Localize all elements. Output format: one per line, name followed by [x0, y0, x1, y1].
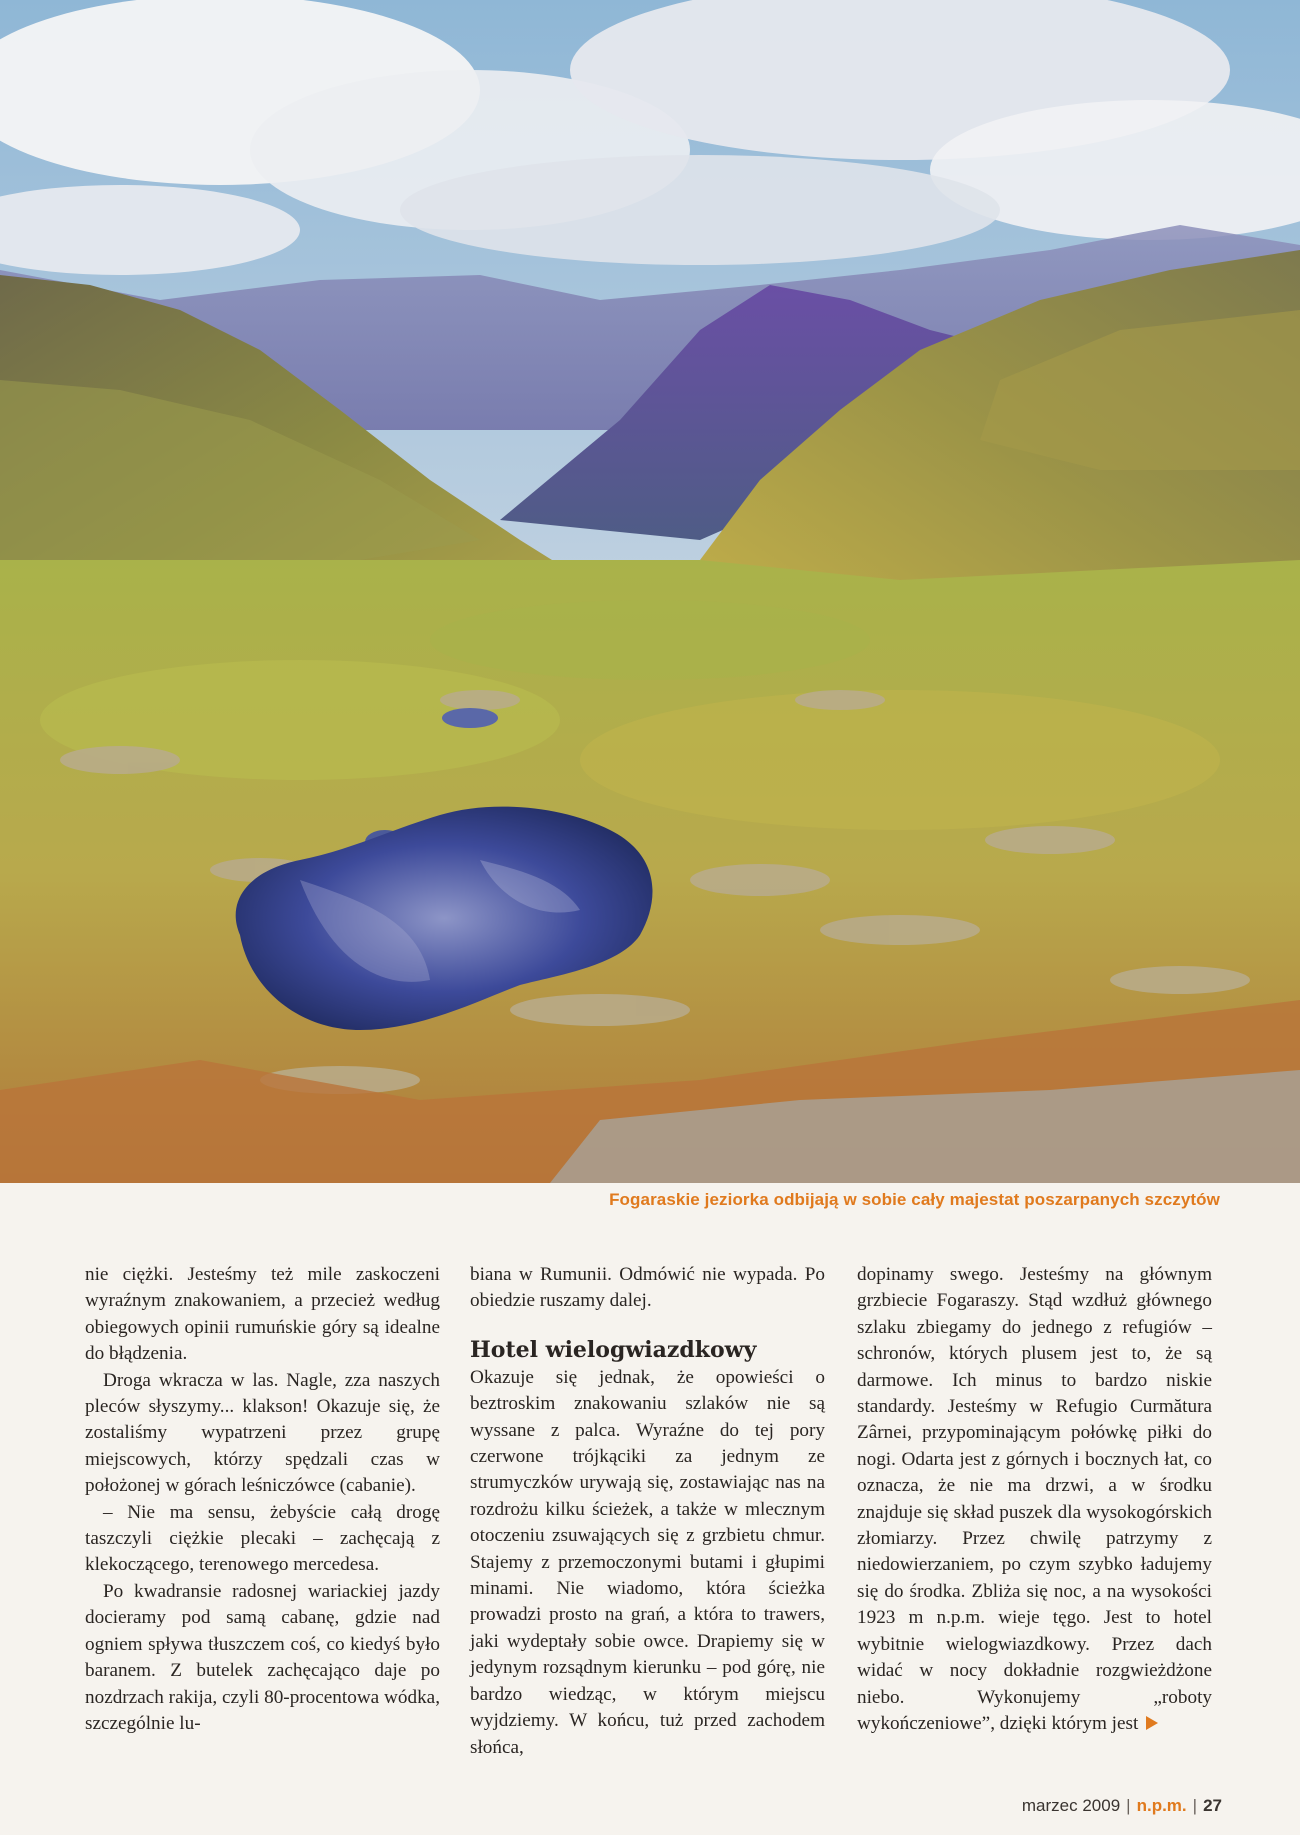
paragraph: Po kwadransie radosnej wariackiej jazdy docieramy pod samą cabanę, gdzie nad ogniem spływa tłuszczem coś, co kiedyś było baranem. Z butelek zachęcająco daje po nozdrzach rakija, czyli 80-procentowa wódka, szczególnie lu-: [85, 1580, 440, 1734]
issue-date: marzec 2009: [1021, 1796, 1121, 1815]
paragraph: Okazuje się jednak, że opowieści o beztroskim znakowaniu szlaków nie są wyssane z palca. Wyraźne do tej pory czerwone trójkąciki za jednym ze strumyczków urywają się, zostawiając nas na rozdrożu kilku ścieżek, a także w mlecznym otoczeniu zsuwających się z grzbietu chmur. Stajemy z przemoczonymi butami i głupimi minami. Nie wiadomo, która ścieżka prowadzi prosto na grań, a która to trawers, jaki wydeptały sobie owce. Drapiemy się w jedynym rozsądnym kierunku – pod górę, nie bardzo wiedząc, w którym miejscu wyjdziemy. W końcu, tuż przed zachodem słońca,: [470, 1366, 825, 1758]
photo-caption: Fogaraskie jeziorka odbijają w sobie cały majestat poszarpanych szczytów: [609, 1190, 1220, 1209]
article-column-1: [85, 1262, 440, 1737]
footer-separator: |: [1126, 1796, 1131, 1815]
page-footer: [1022, 1796, 1222, 1816]
continue-arrow-icon: [1146, 1716, 1158, 1730]
paragraph: Droga wkracza w las. Nagle, zza naszych pleców słyszymy... klakson! Okazuje się, że zostaliśmy wypatrzeni przez grupę miejscowych, którzy spędzali czas w położonej w górach leśniczówce (cabanie).: [85, 1369, 440, 1497]
magazine-brand: n.p.m.: [1136, 1796, 1187, 1815]
article-column-2: [470, 1262, 825, 1761]
paragraph: [857, 1262, 1212, 1737]
paragraph: biana w Rumunii. Odmówić nie wypada. Po obiedzie ruszamy dalej.: [470, 1264, 825, 1312]
article-columns: [85, 1262, 1220, 1758]
section-heading: Hotel wielogwiazdkowy: [470, 1336, 757, 1363]
paragraph-text: dopinamy swego. Jesteśmy na głównym grzbiecie Fogaraszy. Stąd wzdłuż głównego szlaku zbiegamy do jednego z refugiów – schronów, których plusem jest to, że są darmowe. Ich minus to bardzo niskie standardy. Jesteśmy w Refugio Curmătura Zârnei, przypominającym połówkę piłki do nogi. Odarta jest z górnych i bocznych łat, co oznacza, że nie ma drzwi, a w środku znajduje się skład puszek dla wysokogórskich złomiarzy. Przez chwilę patrzymy z niedowierzaniem, po czym szybko ładujemy się do środka. Zbliża się noc, a na wysokości 1923 m n.p.m. wieje tęgo. Jest to hotel wybitnie wielogwiazdkowy. Przez dach widać w nocy dokładnie rozgwieżdżone niebo. Wykonujemy „roboty wykończeniowe”, dzięki którym jest: [857, 1264, 1212, 1734]
paragraph: – Nie ma sensu, żebyście całą drogę taszczyli ciężkie plecaki – zachęcają z klekoczącego, terenowego mercedesa.: [85, 1501, 440, 1576]
article-column-3: [857, 1262, 1212, 1737]
page-number: 27: [1203, 1796, 1222, 1815]
paragraph: nie ciężki. Jesteśmy też mile zaskoczeni wyraźnym znakowaniem, a przecież według obiegowych opinii rumuńskie góry są idealne do błądzenia.: [85, 1264, 440, 1365]
footer-separator: |: [1192, 1796, 1198, 1815]
